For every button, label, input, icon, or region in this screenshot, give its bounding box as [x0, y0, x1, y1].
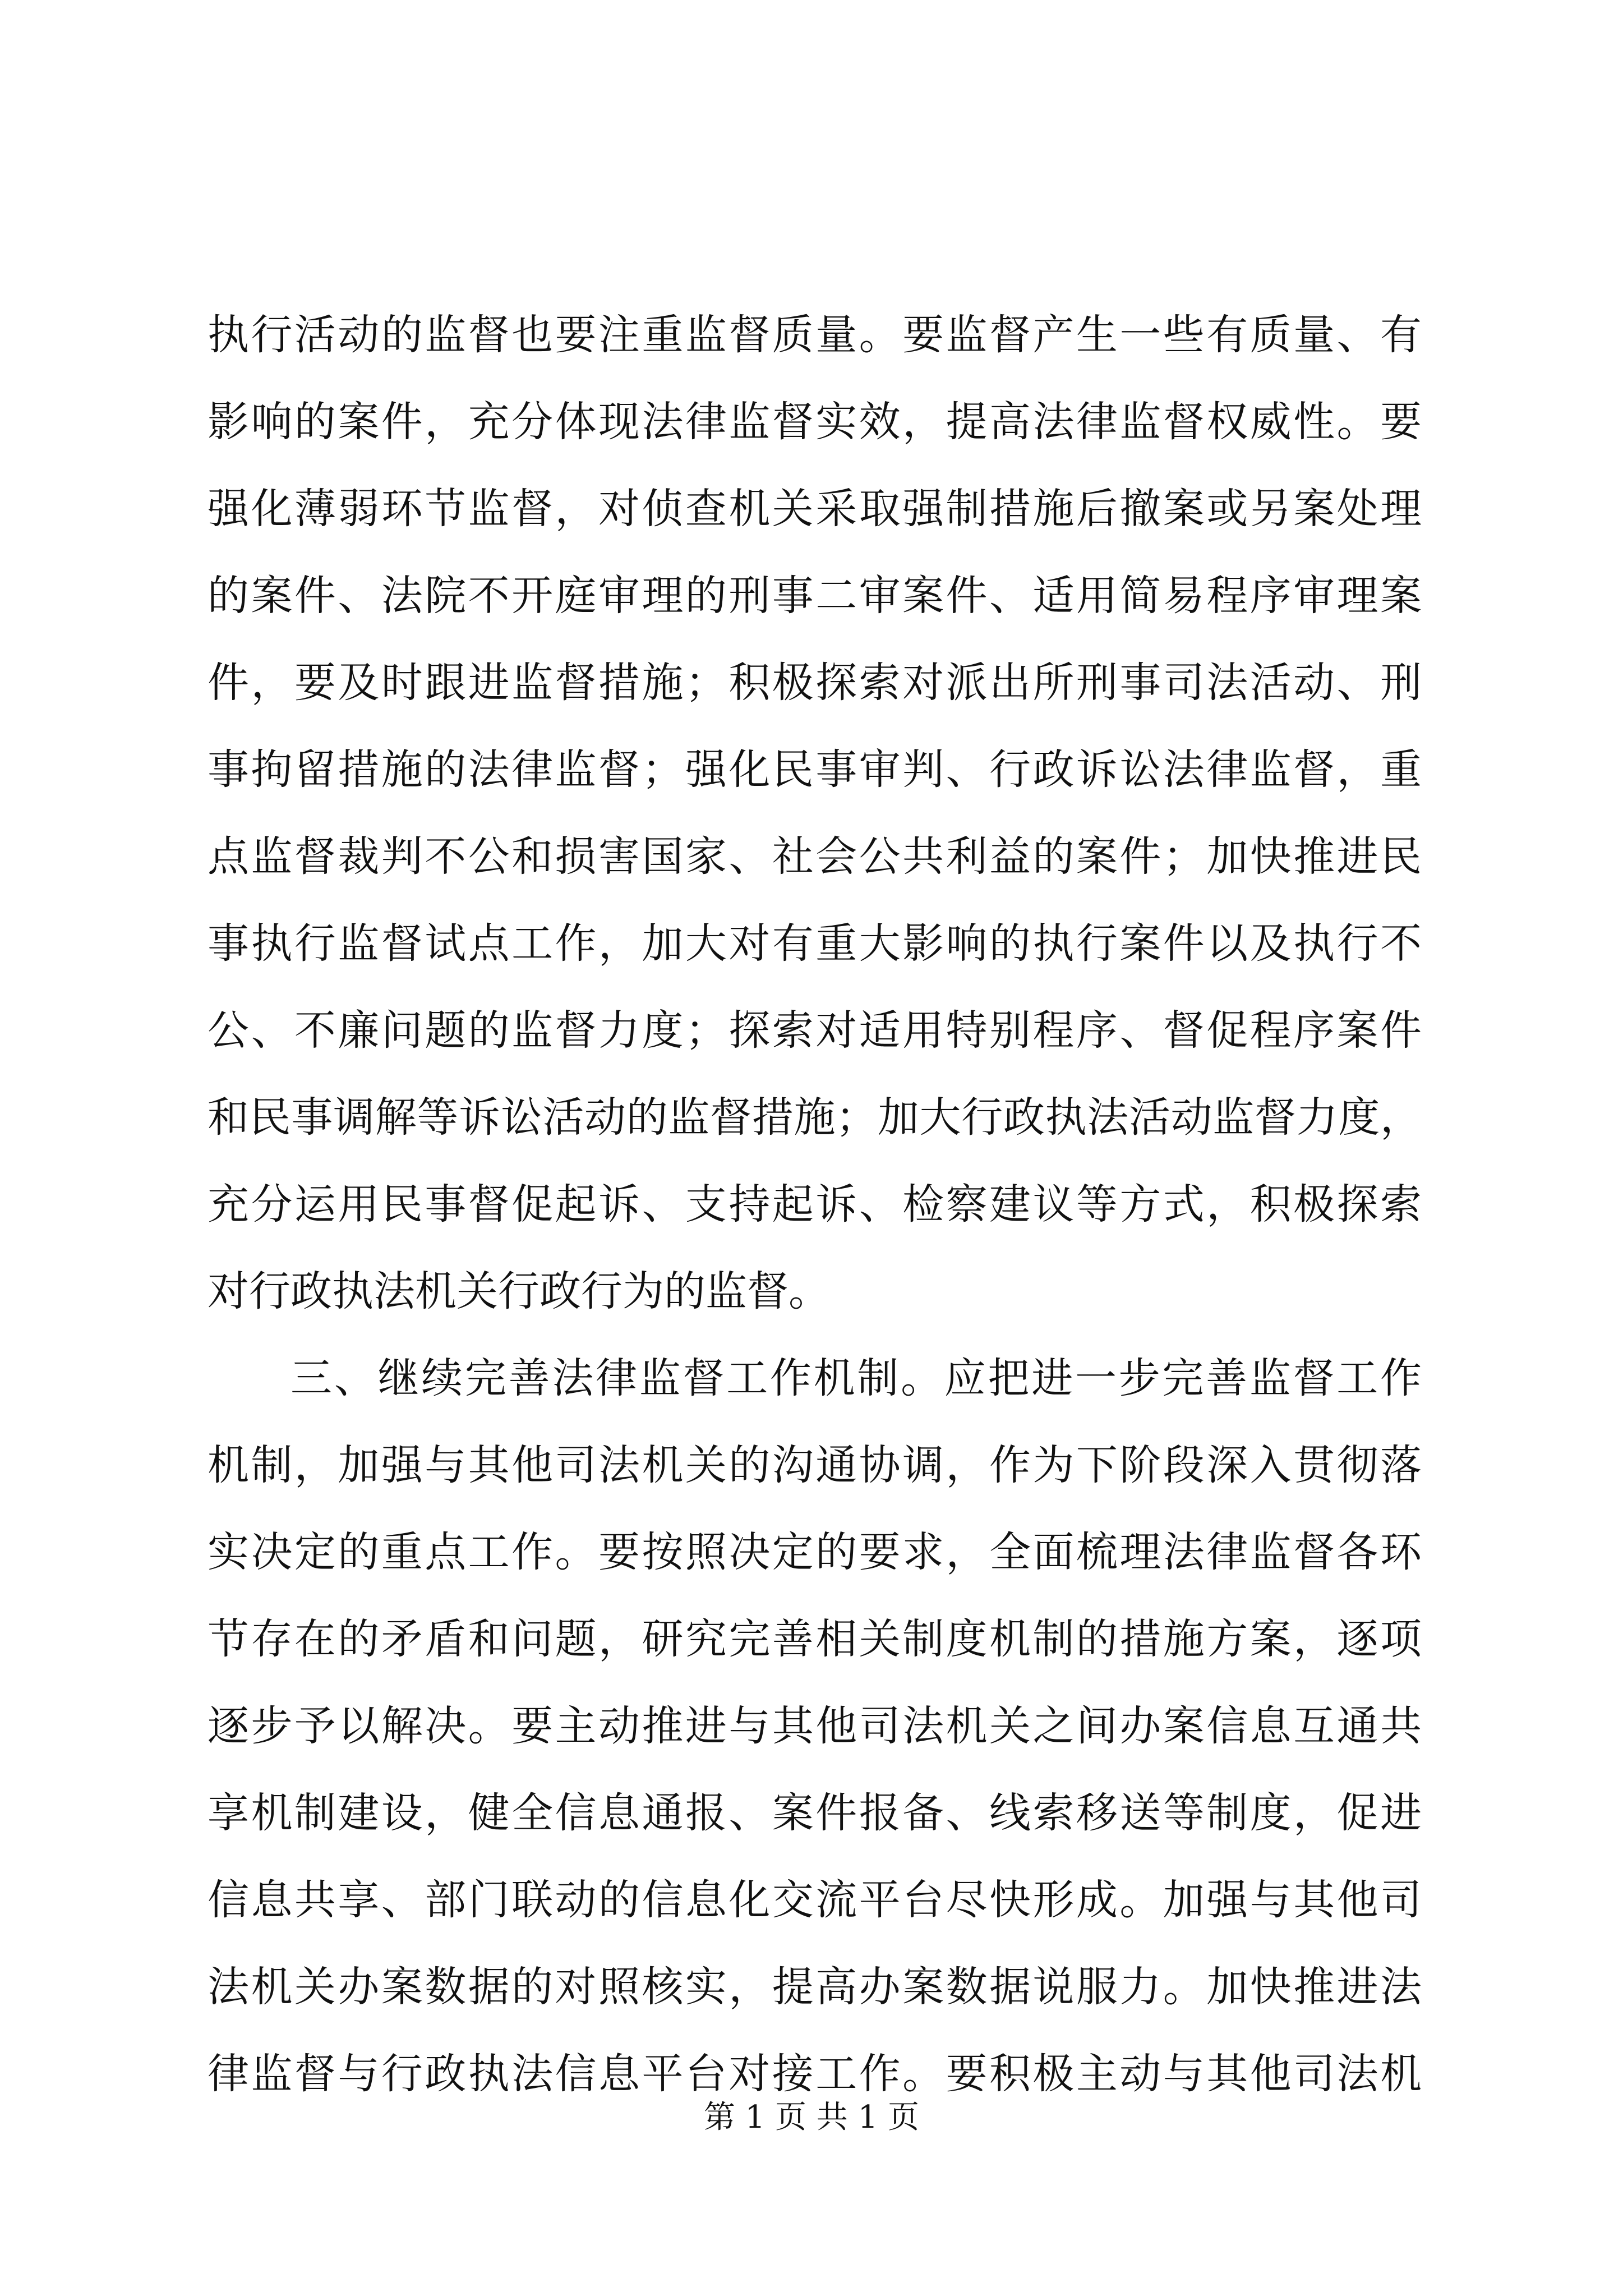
text-line-20: 法机关办案数据的对照核实，提高办案数据说服力。加快推进法: [208, 1963, 1422, 2011]
text-line-11: 充分运用民事督促起诉、支持起诉、检察建议等方式，积极探索: [208, 1180, 1422, 1228]
text-line-7: 点监督裁判不公和损害国家、社会公共利益的案件；加快推进民: [208, 832, 1422, 881]
text-line-10: 和民事调解等诉讼活动的监督措施；加大行政执法活动监督力度，: [208, 1093, 1422, 1142]
text-line-3: 强化薄弱环节监督，对侦查机关采取强制措施后撤案或另案处理: [208, 485, 1422, 533]
text-line-6: 事拘留措施的法律监督；强化民事审判、行政诉讼法律监督，重: [208, 746, 1422, 794]
text-line-16: 节存在的矛盾和问题，研究完善相关制度机制的措施方案，逐项: [208, 1615, 1422, 1663]
page-footer: 第 1 页 共 1 页: [703, 2099, 920, 2136]
text-line-12: 对行政执法机关行政行为的监督。: [208, 1267, 830, 1315]
text-line-19: 信息共享、部门联动的信息化交流平台尽快形成。加强与其他司: [208, 1876, 1422, 1924]
text-line-17: 逐步予以解决。要主动推进与其他司法机关之间办案信息互通共: [208, 1702, 1422, 1750]
text-line-4: 的案件、法院不开庭审理的刑事二审案件、适用简易程序审理案: [208, 572, 1422, 620]
text-line-15: 实决定的重点工作。要按照决定的要求，全面梳理法律监督各环: [208, 1528, 1422, 1576]
text-line-2: 影响的案件，充分体现法律监督实效，提高法律监督权威性。要: [208, 398, 1422, 446]
text-line-18: 享机制建设，健全信息通报、案件报备、线索移送等制度，促进: [208, 1789, 1422, 1837]
body-text: [208, 292, 1422, 2118]
text-line-9: 公、不廉问题的监督力度；探索对适用特别程序、督促程序案件: [208, 1006, 1422, 1055]
text-line-8: 事执行监督试点工作，加大对有重大影响的执行案件以及执行不: [208, 919, 1422, 968]
text-line-1: 执行活动的监督也要注重监督质量。要监督产生一些有质量、有: [208, 311, 1422, 359]
text-line-14: 机制，加强与其他司法机关的沟通协调，作为下阶段深入贯彻落: [208, 1441, 1422, 1489]
text-line-5: 件，要及时跟进监督措施；积极探索对派出所刑事司法活动、刑: [208, 659, 1422, 707]
section-heading-line: 三、继续完善法律监督工作机制。应把进一步完善监督工作: [291, 1354, 1422, 1402]
text-line-21: 律监督与行政执法信息平台对接工作。要积极主动与其他司法机: [208, 2050, 1422, 2098]
